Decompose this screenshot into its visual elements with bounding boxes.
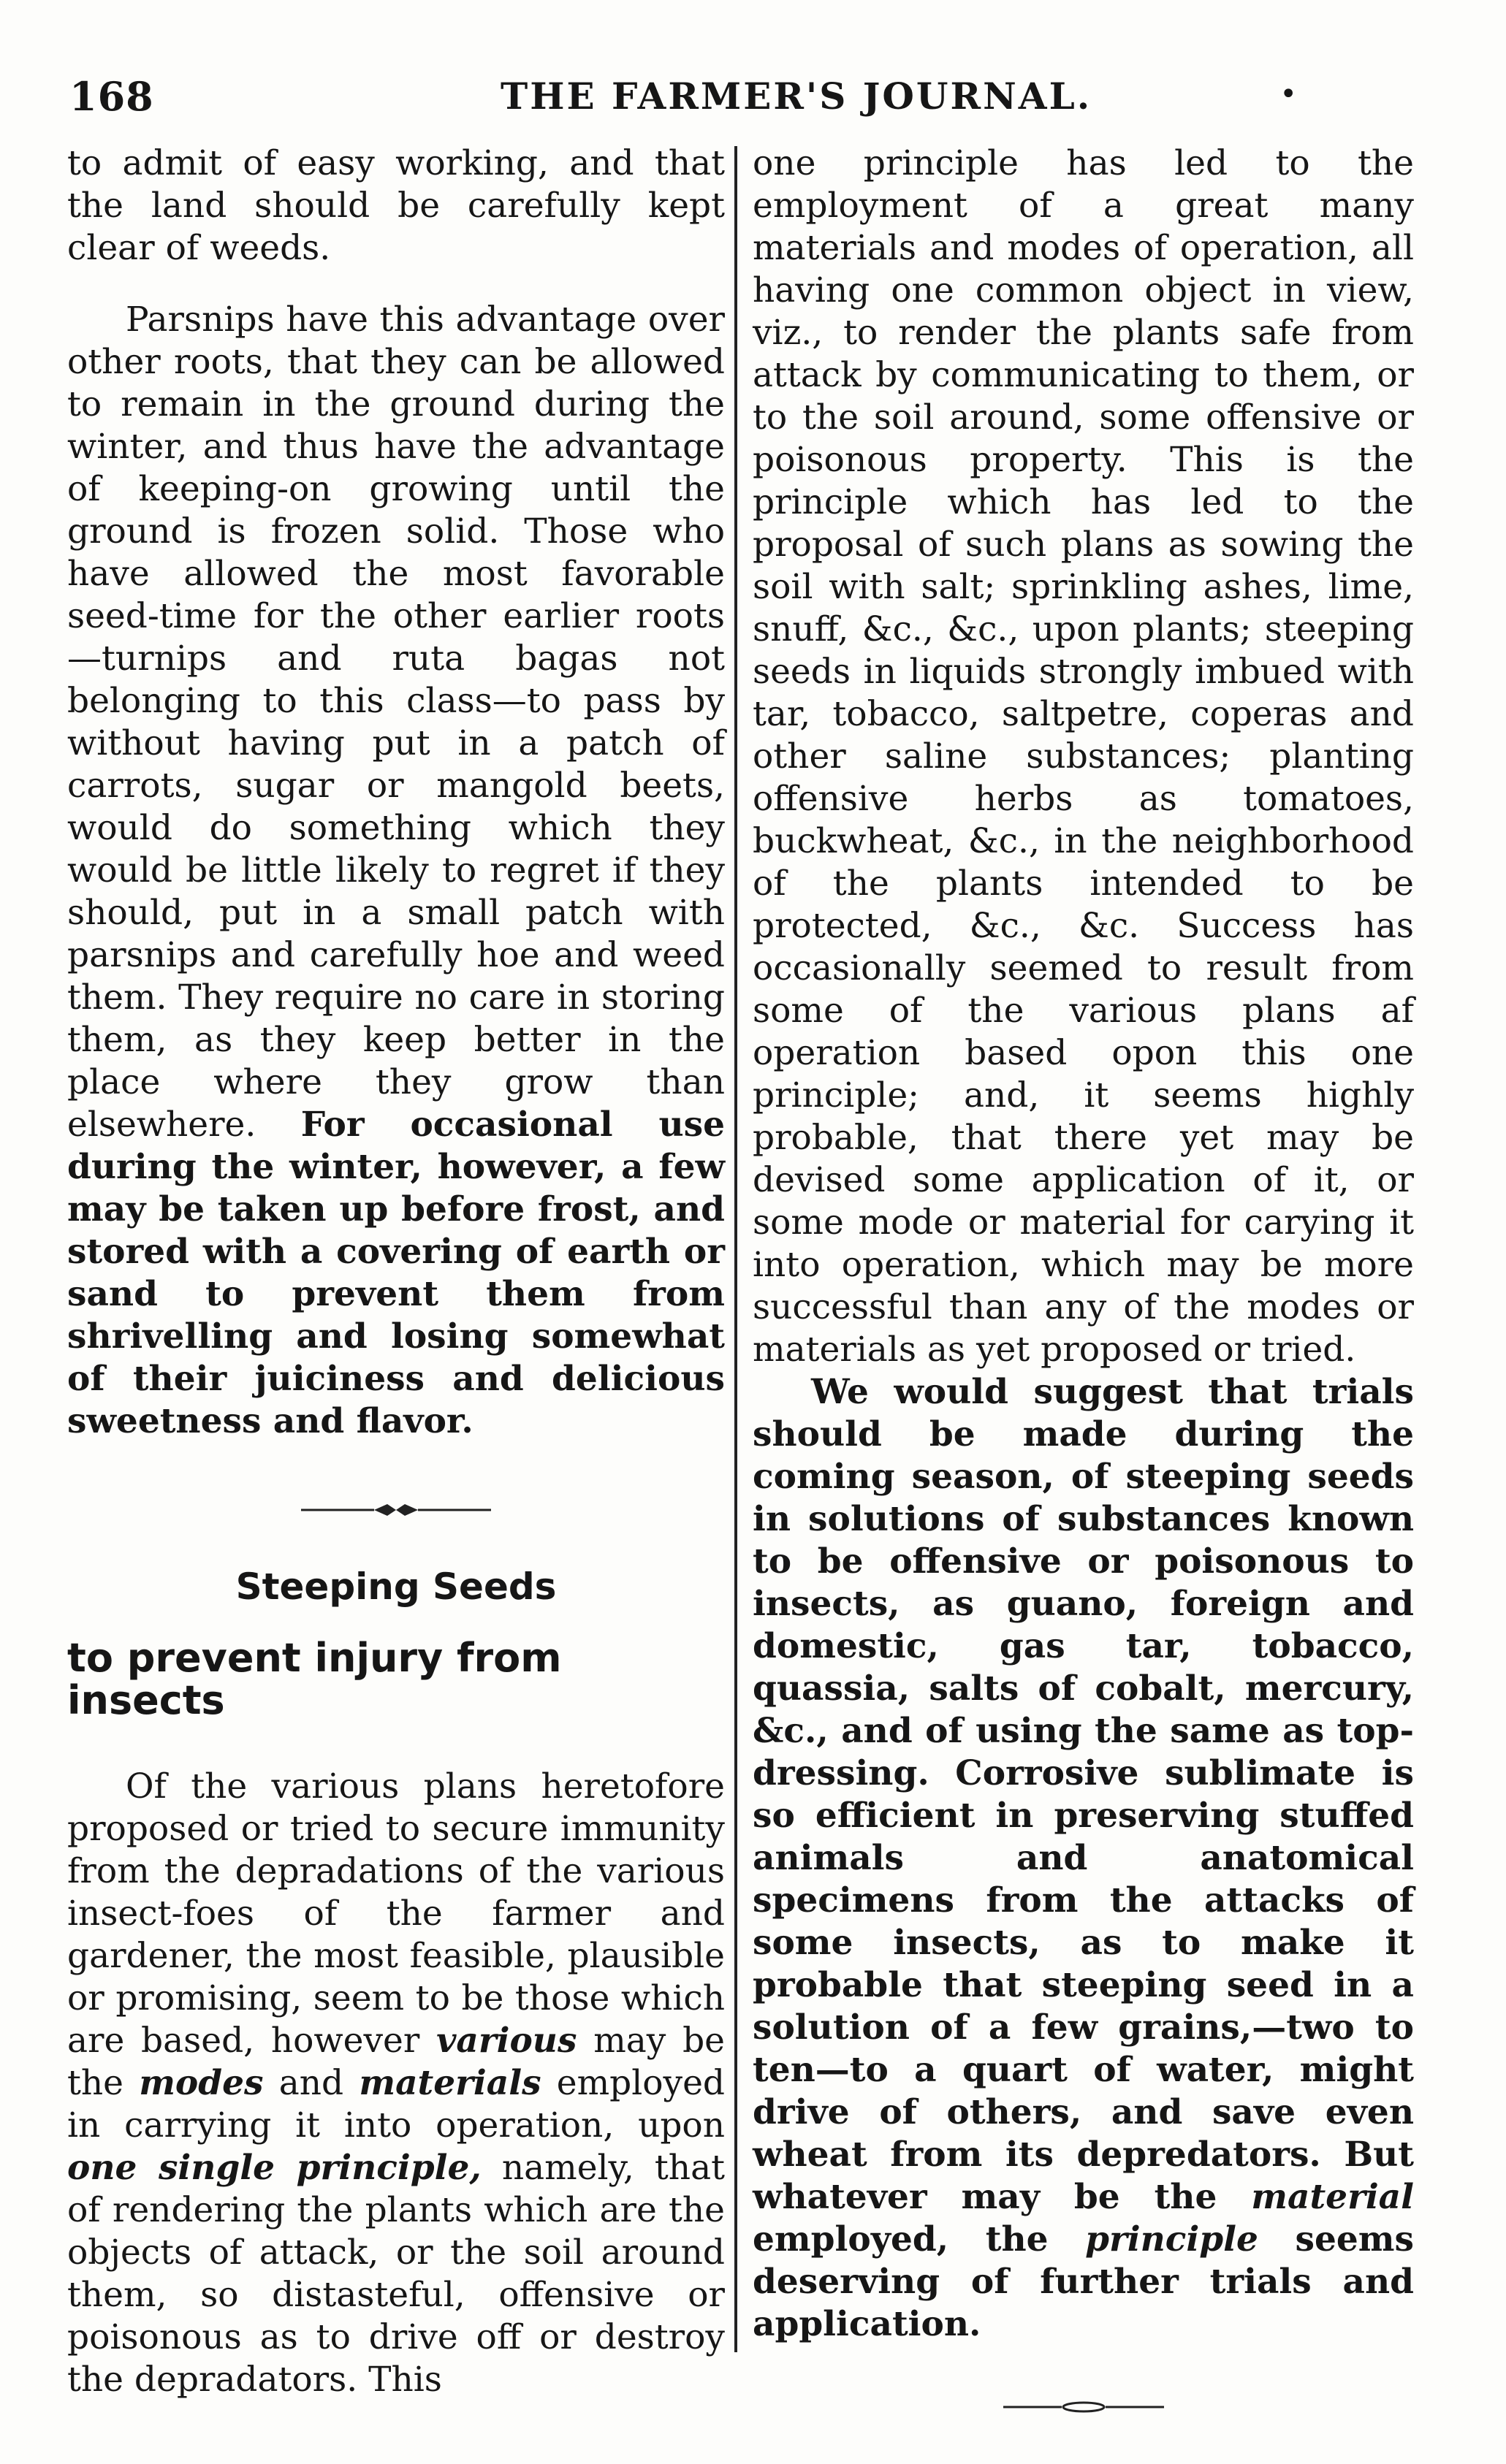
header-mark: • bbox=[1279, 77, 1297, 111]
text-segment: seems deserving of further trials and application. bbox=[753, 2219, 1414, 2344]
emphasis-material: material bbox=[1251, 2177, 1414, 2217]
article-subtitle: to prevent injury from insects bbox=[67, 1635, 562, 1723]
text-segment: employed in carrying it into operation, upon bbox=[67, 2063, 725, 2145]
paragraph-parsnips-text: Parsnips have this advantage over other roots, that they can be allowed to remain in the ground during the winter, and thus have the advantage of keeping-on growing until the ground is frozen solid. Those who have allowed the most favorable seed-time for the other earlier roots —turnips and ruta bagas not belonging to this class—to pass by without having put in a patch of carrots, sugar or mangold beets, would do something which they would be little likely to regret if they should, put in a small patch with parsnips and carefully hoe and weed them. They require no care in storing them, as they keep better in the place where they grow than elsewhere. bbox=[67, 300, 725, 1145]
ornament-divider-icon bbox=[301, 1501, 491, 1519]
paragraph-parsnips-bold: For occasional use during the winter, however, a few may be taken up before frost, and stored with a covering of earth or sand to prevent them from shrivelling and losing somewhat of their juiciness and delicious sweetness and flavor. bbox=[67, 1105, 725, 1441]
left-column bbox=[67, 142, 725, 2401]
paragraph-intro: to admit of easy working, and that the land should be carefully kept clear of weeds. bbox=[67, 143, 725, 268]
emphasis-various: various bbox=[436, 2021, 577, 2061]
emphasis-materials: materials bbox=[359, 2063, 541, 2103]
column-rule bbox=[734, 146, 737, 2352]
text-segment: employed, the bbox=[753, 2219, 1049, 2259]
emphasis-modes: modes bbox=[139, 2063, 264, 2103]
text-segment: We would suggest that trials should be made during the coming season, of steeping seeds in solutions of substances known to be offensive or poisonous to insects, as guano, foreign and domestic, gas tar, tobacco, quassia, salts of cobalt, mercury, &c., and of using the same as top-dressing. Corrosive sublimate is so efficient in preserving stuffed animals and anatomical specimens from the attacks of some insects, as to make it probable that steeping seed in a solution of a few grains,—two to ten—to a quart of water, might drive of others, and save even wheat from its depredators. But whatever may be the bbox=[753, 1372, 1414, 2217]
emphasis-one-single-principle: one single principle, bbox=[67, 2148, 482, 2188]
article-title: Steeping Seeds bbox=[235, 1565, 557, 1608]
ornament-divider bbox=[67, 1487, 725, 1529]
text-segment: namely, that of rendering the plants which are the objects of attack, or the soil around them, so distasteful, offensive or poisonous as to drive off or destroy the depradators. This bbox=[67, 2148, 725, 2400]
text-segment: Of the various plans heretofore proposed or tried to secure immunity from the depradations of the various insect-foes of the farmer and gardener, the most feasible, plausible or promising, seem to be those which are based, however bbox=[67, 1766, 725, 2061]
text-segment: and bbox=[278, 2063, 344, 2103]
text-segment: may be the bbox=[67, 2021, 725, 2103]
paragraph-principle: one principle has led to the employment of a great many materials and modes of operation, all having one common object in view, viz., to render the plants safe from attack by communicating to them, or to the soil around, some offensive or poisonous property. This is the principle which has led to the proposal of such plans as sowing the soil with salt; sprinkling ashes, lime, snuff, &c., &c., upon plants; steeping seeds in liquids strongly imbued with tar, tobacco, saltpetre, coperas and other saline substances; planting offensive herbs as tomatoes, buckwheat, &c., in the neighborhood of the plants intended to be protected, &c., &c. Success has occasionally seemed to result from some of the various plans af operation based opon this one principle; and, it seems highly probable, that there yet may be devised some application of it, or some mode or material for carying it into operation, which may be more successful than any of the modes or materials as yet proposed or tried. bbox=[753, 143, 1414, 1370]
ornament-divider-end bbox=[753, 2382, 1414, 2425]
paragraph-suggest bbox=[753, 1371, 1414, 2346]
ornament-end-icon bbox=[1003, 2400, 1164, 2414]
paragraph-parsnips bbox=[67, 299, 725, 1443]
page-number: 168 bbox=[69, 73, 154, 120]
right-column bbox=[753, 142, 1414, 2425]
journal-title: THE FARMER'S JOURNAL. bbox=[501, 75, 1092, 118]
paragraph-various-plans bbox=[67, 1766, 725, 2401]
emphasis-principle: principle bbox=[1085, 2219, 1258, 2259]
page-header bbox=[69, 73, 1429, 131]
